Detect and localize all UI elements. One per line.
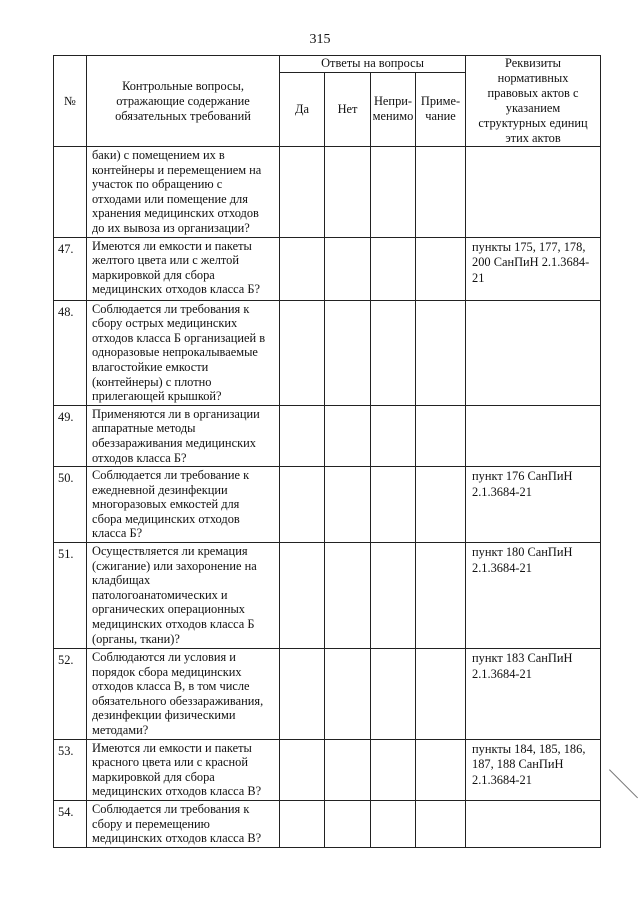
- question-line: (сжигание) или захоронение на: [92, 558, 257, 573]
- question-line: сбора медицинских отходов: [92, 511, 240, 526]
- question-line: отходами или помещение для: [92, 191, 248, 206]
- table-row: [54, 405, 601, 466]
- answer-yes-cell[interactable]: [280, 405, 325, 466]
- answer-yes-cell[interactable]: [280, 467, 325, 543]
- answer-yes-cell[interactable]: [280, 801, 325, 848]
- note-cell[interactable]: [416, 739, 466, 800]
- row-question: [87, 405, 280, 466]
- row-requisites: пункт 183 СанПиН 2.1.3684-21: [466, 649, 601, 740]
- answer-no-cell[interactable]: [325, 237, 371, 300]
- question-line: прилегающей крышкой?: [92, 389, 222, 404]
- question-line: аппаратные методы: [92, 421, 196, 436]
- answer-na-cell[interactable]: [371, 543, 416, 649]
- answer-yes-cell[interactable]: [280, 147, 325, 238]
- header-question: Контрольные вопросы, отражающие содержание обязательных требований: [87, 56, 280, 147]
- question-line: Соблюдается ли требования к: [92, 802, 250, 816]
- row-requisites: [466, 147, 601, 238]
- question-line: многоразовых емкостей для: [92, 497, 240, 512]
- question-line: органических операционных: [92, 602, 245, 617]
- table-row: [54, 801, 601, 848]
- answer-na-cell[interactable]: [371, 300, 416, 405]
- row-question: [87, 147, 280, 238]
- question-line: медицинских отходов класса В?: [92, 784, 262, 799]
- row-question: [87, 801, 280, 848]
- header-requisites: Реквизиты нормативных правовых актов с указанием структурных единиц этих актов: [466, 56, 601, 147]
- header-answers-group: Ответы на вопросы: [280, 56, 466, 73]
- answer-no-cell[interactable]: [325, 801, 371, 848]
- header-note-line2: чание: [425, 109, 456, 124]
- question-line: хранения медицинских отходов: [92, 206, 259, 221]
- table-row: [54, 649, 601, 740]
- question-line: Имеются ли емкости и пакеты: [92, 238, 252, 253]
- question-line: отходов класса Б организацией в: [92, 330, 266, 345]
- page-number: 315: [309, 32, 331, 47]
- row-requisites: [466, 300, 601, 405]
- header-not-applicable: [371, 72, 416, 146]
- row-question: [87, 739, 280, 800]
- question-line: баки) с помещением их в: [92, 148, 225, 162]
- row-question: [87, 300, 280, 405]
- row-number: 54.: [54, 801, 87, 848]
- question-line: одноразовые непрокалываемые: [92, 345, 258, 360]
- answer-no-cell[interactable]: [325, 300, 371, 405]
- row-number: 53.: [54, 739, 87, 800]
- question-line: желтого цвета или с желтой: [92, 253, 239, 268]
- answer-no-cell[interactable]: [325, 649, 371, 740]
- answer-yes-cell[interactable]: [280, 300, 325, 405]
- row-number: 47.: [54, 237, 87, 300]
- question-line: Соблюдается ли требования к: [92, 301, 250, 316]
- note-cell[interactable]: [416, 649, 466, 740]
- question-line: методами?: [92, 723, 149, 738]
- answer-yes-cell[interactable]: [280, 649, 325, 740]
- question-line: Осуществляется ли кремация: [92, 544, 248, 559]
- row-number: 52.: [54, 649, 87, 740]
- header-no: Нет: [325, 72, 371, 146]
- row-requisites: пункты 175, 177, 178, 200 СанПиН 2.1.3684-21: [466, 237, 601, 300]
- row-question: [87, 237, 280, 300]
- question-line: (контейнеры) с плотно: [92, 374, 212, 389]
- note-cell[interactable]: [416, 467, 466, 543]
- answer-no-cell[interactable]: [325, 147, 371, 238]
- question-line: сбору и перемещению: [92, 816, 210, 831]
- answer-no-cell[interactable]: [325, 467, 371, 543]
- answer-na-cell[interactable]: [371, 147, 416, 238]
- answer-na-cell[interactable]: [371, 801, 416, 848]
- row-requisites: пункты 184, 185, 186, 187, 188 СанПиН 2.1.3684-21: [466, 739, 601, 800]
- row-number: 49.: [54, 405, 87, 466]
- answer-yes-cell[interactable]: [280, 237, 325, 300]
- row-requisites: пункт 180 СанПиН 2.1.3684-21: [466, 543, 601, 649]
- note-cell[interactable]: [416, 300, 466, 405]
- question-line: сбору острых медицинских: [92, 316, 238, 331]
- question-line: красного цвета или с красной: [92, 755, 248, 770]
- question-line: обеззараживания медицинских: [92, 435, 256, 450]
- answer-no-cell[interactable]: [325, 405, 371, 466]
- table-body: [54, 147, 601, 848]
- question-line: отходов класса В, в том числе: [92, 679, 250, 694]
- note-cell[interactable]: [416, 147, 466, 238]
- header-yes: Да: [280, 72, 325, 146]
- note-cell[interactable]: [416, 543, 466, 649]
- answer-na-cell[interactable]: [371, 739, 416, 800]
- table-row: [54, 300, 601, 405]
- answer-no-cell[interactable]: [325, 543, 371, 649]
- checklist-table: [53, 55, 601, 848]
- table-row: [54, 237, 601, 300]
- question-line: Соблюдается ли требование к: [92, 468, 250, 483]
- row-requisites: [466, 801, 601, 848]
- question-line: патологоанатомических и: [92, 587, 228, 602]
- row-number: 50.: [54, 467, 87, 543]
- answer-na-cell[interactable]: [371, 405, 416, 466]
- answer-yes-cell[interactable]: [280, 543, 325, 649]
- row-number: 48.: [54, 300, 87, 405]
- question-line: медицинских отходов класса Б?: [92, 282, 260, 297]
- row-number: 51.: [54, 543, 87, 649]
- table-row: [54, 543, 601, 649]
- note-cell[interactable]: [416, 405, 466, 466]
- header-number: №: [54, 56, 87, 147]
- header-note-line1: Приме-: [420, 94, 461, 109]
- table-row: [54, 147, 601, 238]
- question-line: отходов класса Б?: [92, 450, 187, 465]
- question-line: обязательного обеззараживания,: [92, 693, 264, 708]
- table-row: [54, 739, 601, 800]
- row-question: [87, 649, 280, 740]
- answer-no-cell[interactable]: [325, 739, 371, 800]
- question-line: дезинфекции физическими: [92, 708, 236, 723]
- row-requisites: [466, 405, 601, 466]
- table-row: [54, 467, 601, 543]
- question-line: Применяются ли в организации: [92, 406, 260, 421]
- scan-edge-line: [609, 748, 640, 798]
- answer-na-cell[interactable]: [371, 237, 416, 300]
- question-line: медицинских отходов класса Б: [92, 617, 255, 632]
- question-line: Соблюдаются ли условия и: [92, 650, 236, 665]
- question-line: Имеются ли емкости и пакеты: [92, 740, 252, 755]
- row-question: [87, 543, 280, 649]
- question-line: участок по обращению с: [92, 177, 223, 192]
- row-question: [87, 467, 280, 543]
- question-line: маркировкой для сбора: [92, 267, 215, 282]
- header-na-line1: Непри-: [373, 94, 413, 109]
- question-line: класса Б?: [92, 526, 143, 541]
- header-note: [416, 72, 466, 146]
- question-line: (органы, ткани)?: [92, 631, 180, 646]
- answer-na-cell[interactable]: [371, 649, 416, 740]
- header-na-line2: менимо: [372, 109, 414, 124]
- question-line: до их вывоза из организации?: [92, 220, 250, 235]
- question-line: медицинских отходов класса В?: [92, 831, 262, 846]
- answer-na-cell[interactable]: [371, 467, 416, 543]
- row-number: [54, 147, 87, 238]
- question-line: контейнеры и перемещением на: [92, 162, 262, 177]
- note-cell[interactable]: [416, 237, 466, 300]
- question-line: маркировкой для сбора: [92, 769, 215, 784]
- question-line: ежедневной дезинфекции: [92, 482, 228, 497]
- answer-yes-cell[interactable]: [280, 739, 325, 800]
- question-line: кладбищах: [92, 573, 151, 588]
- question-line: влагостойкие емкости: [92, 359, 209, 374]
- row-requisites: пункт 176 СанПиН 2.1.3684-21: [466, 467, 601, 543]
- note-cell[interactable]: [416, 801, 466, 848]
- question-line: порядок сбора медицинских: [92, 664, 242, 679]
